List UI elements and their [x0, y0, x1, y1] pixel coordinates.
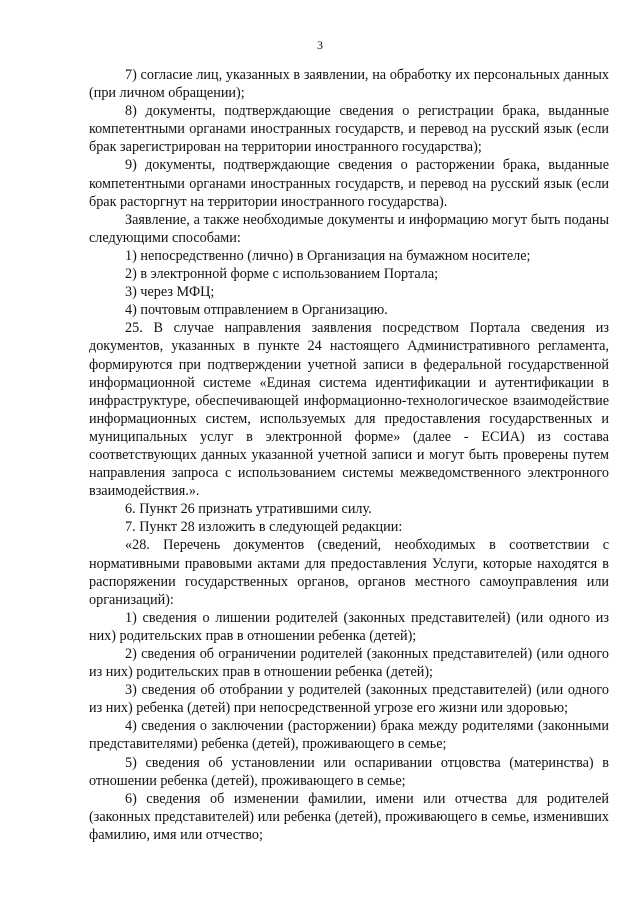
paragraph-info-3: 3) сведения об отобрании у родителей (законных представителей) (или одного из них) ребенка (детей) при непосредственной угрозе его жизни или здоровью; [89, 682, 609, 717]
paragraph-method-2: 2) в электронной форме с использованием Портала; [125, 266, 439, 283]
paragraph-item-9-divorce-docs: 9) документы, подтверждающие сведения о расторжении брака, выданные компетентными органами иностранных государств, и перевод на русский язык (если брак расторгнут на территории иностранного государства). [89, 157, 609, 210]
paragraph-info-2: 2) сведения об ограничении родителей (законных представителей) (или одного из них) родительских прав в отношении ребенка (детей); [89, 646, 609, 681]
paragraph-info-1: 1) сведения о лишении родителей (законных представителей) (или одного из них) родительских прав в отношении ребенка (детей); [89, 609, 609, 644]
paragraph-info-5: 5) сведения об установлении или оспаривании отцовства (материнства) в отношении ребенка (детей), проживающего в семье; [89, 754, 609, 789]
paragraph-method-1: 1) непосредственно (лично) в Организация на бумажном носителе; [125, 247, 531, 264]
paragraph-item-8-marriage-docs: 8) документы, подтверждающие сведения о регистрации брака, выданные компетентными органами иностранных государств, и перевод на русский язык (если брак зарегистрирован на территории иностранного государства); [89, 103, 609, 156]
paragraph-item-7-consent: 7) согласие лиц, указанных в заявлении, на обработку их персональных данных (при личном обращении); [89, 67, 609, 102]
paragraph-submission-methods: Заявление, а также необходимые документы и информацию могут быть поданы следующими способами: [89, 211, 609, 246]
paragraph-clause-28: «28. Перечень документов (сведений, необходимых в соответствии с нормативными правовыми актами для предоставления Услуги, которые находятся в распоряжении государственных органов, органов местного самоуправления или организаций): [89, 537, 609, 608]
paragraph-info-4: 4) сведения о заключении (расторжении) брака между родителями (законными представителями) ребенка (детей), проживающего в семье; [89, 718, 609, 753]
paragraph-clause-25: 25. В случае направления заявления посредством Портала сведения из документов, указанных в пункте 24 настоящего Административного регламента, формируются при подтверждении учетной записи в федеральной государственной информационной системе «Единая система идентификации и аутентификации в инфраструктуре, обеспечивающей информационно-технологическое взаимодействие информационных систем, используемых для предоставления государственных и муниципальных услуг в электронной форме» (далее - ЕСИА) из состава соответствующих данных указанной учетной записи и могут быть проверены путем направления запроса с использованием системы межведомственного электронного взаимодействия.». [89, 320, 609, 500]
paragraph-amendment-6: 6. Пункт 26 признать утратившими силу. [125, 501, 372, 518]
paragraph-method-4: 4) почтовым отправлением в Организацию. [125, 302, 388, 319]
paragraph-info-6: 6) сведения об изменении фамилии, имени или отчества для родителей (законных представителей) или ребенка (детей), проживающего в семье, изменивших фамилию, имя или отчество; [89, 790, 609, 843]
paragraph-amendment-7: 7. Пункт 28 изложить в следующей редакции: [125, 519, 403, 536]
document-body [89, 66, 609, 844]
page-number: 3 [317, 38, 323, 52]
paragraph-method-3: 3) через МФЦ; [125, 284, 215, 301]
